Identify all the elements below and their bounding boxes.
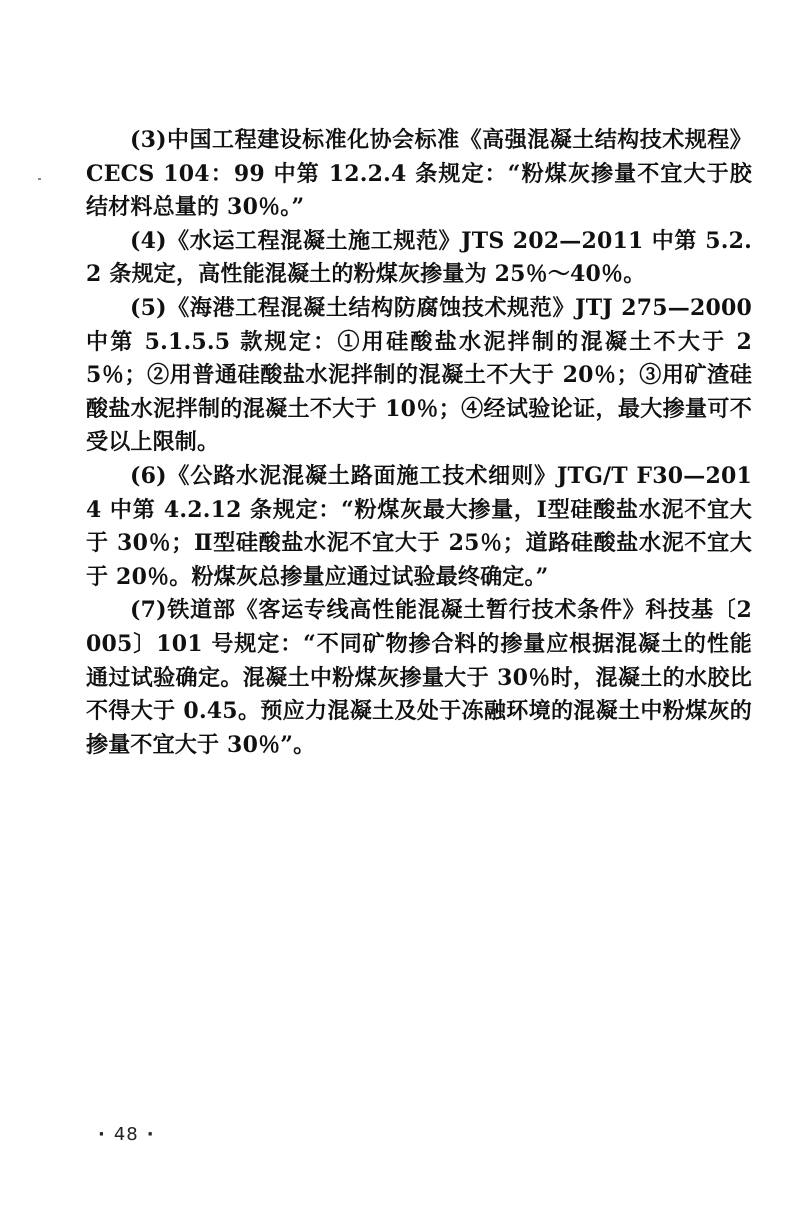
folio-dot-right: · — [146, 1124, 155, 1145]
paragraph-7: (7)铁道部《客运专线高性能混凝土暂行技术条件》科技基〔2005〕101 号规定：“不同矿物掺合料的掺量应根据混凝土的性能通过试验确定。混凝土中粉煤灰掺量大于 30％时，混凝土的水胶比不得大于 0.45。预应力混凝土及处于冻融环境的混凝土中粉煤灰的掺量不宜大于 30％”。 — [86, 597, 752, 758]
paragraph-6: (6)《公路水泥混凝土路面施工技术细则》JTG/T F30—2014 中第 4.2.12 条规定：“粉煤灰最大掺量，Ⅰ型硅酸盐水泥不宜大于 30％；Ⅱ型硅酸盐水泥不宜大于 25％；道路硅酸盐水泥不宜大于 20％。粉煤灰总掺量应通过试验最终确定。” — [86, 462, 752, 590]
body-text — [86, 124, 752, 762]
page-number — [90, 1124, 163, 1145]
scan-speck — [38, 178, 41, 180]
folio-dot-left: · — [98, 1124, 106, 1145]
paragraph-5: (5)《海港工程混凝土结构防腐蚀技术规范》JTJ 275—2000 中第 5.1.5.5 款规定：①用硅酸盐水泥拌制的混凝土不大于 25％；②用普通硅酸盐水泥拌制的混凝土不大于 20％；③用矿渣硅酸盐水泥拌制的混凝土不大于 10％；④经试验论证，最大掺量可不受以上限制。 — [86, 294, 752, 456]
page-number-value: 48 — [113, 1124, 139, 1145]
paragraph-4: (4)《水运工程混凝土施工规范》JTS 202—2011 中第 5.2.2 条规定，高性能混凝土的粉煤灰掺量为 25％～40％。 — [86, 227, 752, 288]
paragraph-3: (3)中国工程建设标准化协会标准《高强混凝土结构技术规程》CECS 104：99 中第 12.2.4 条规定：“粉煤灰掺量不宜大于胶结材料总量的 30％。” — [86, 127, 752, 221]
